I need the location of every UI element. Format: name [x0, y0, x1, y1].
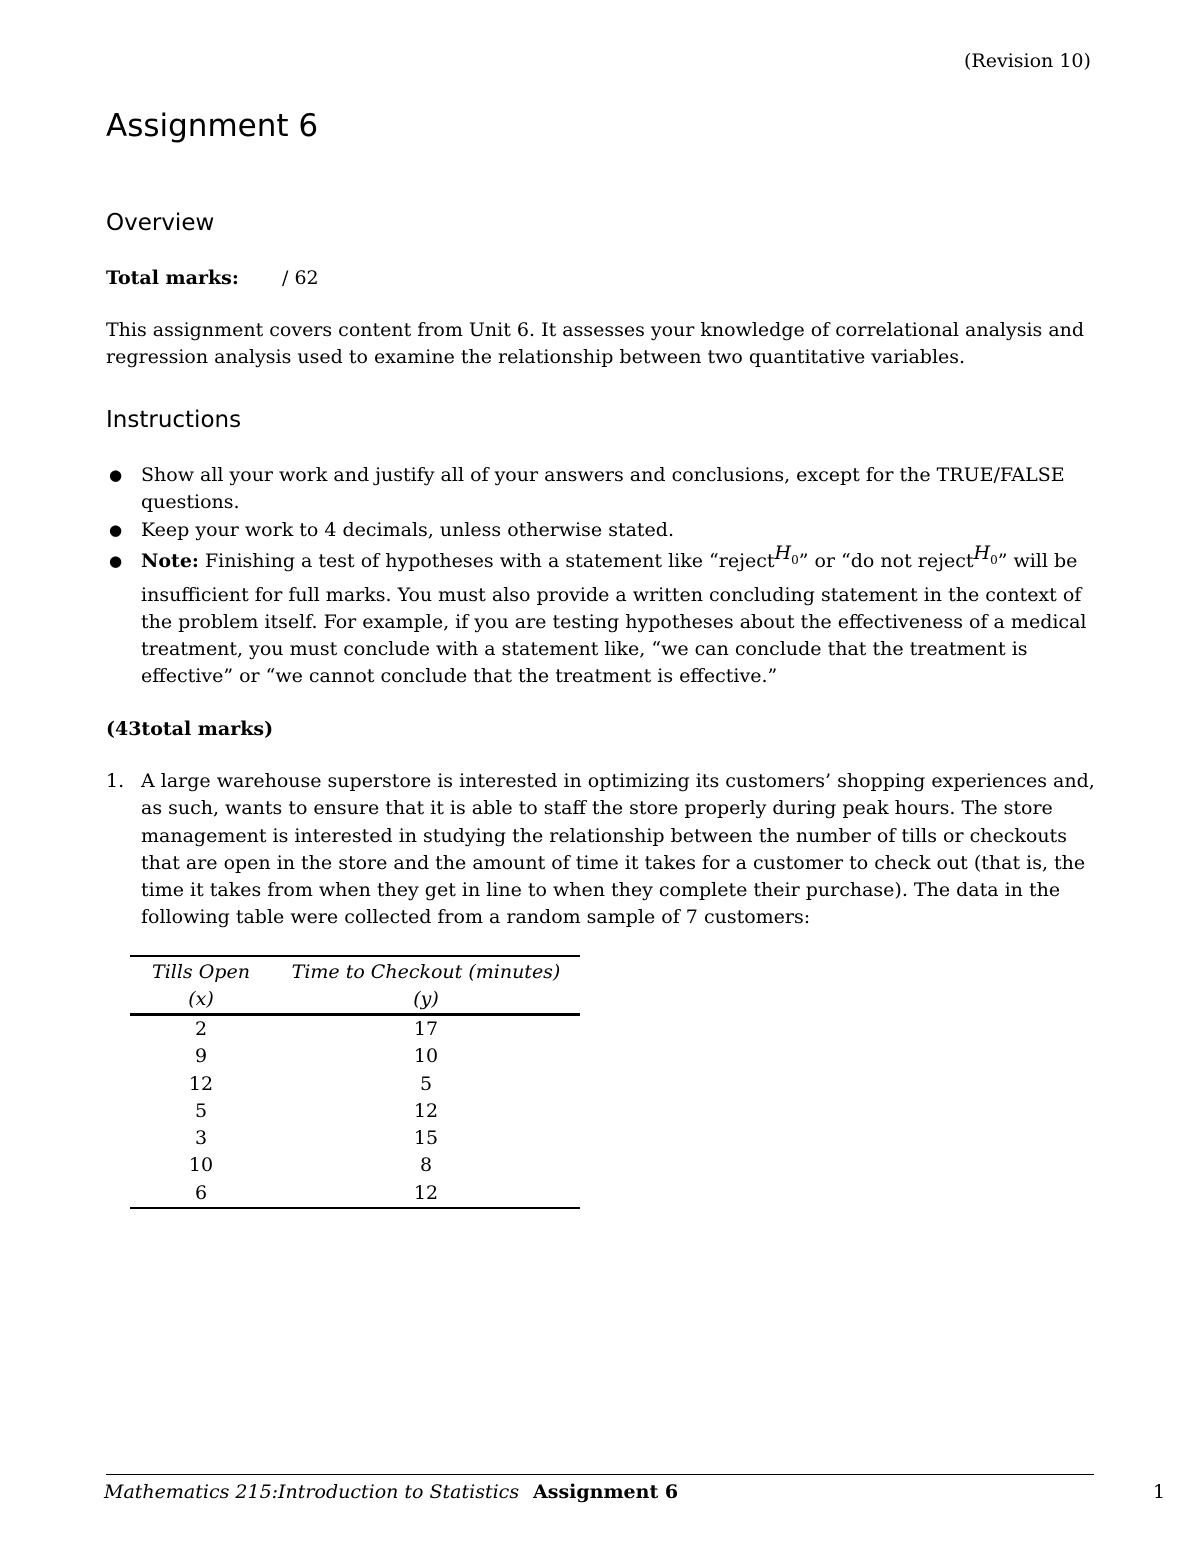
cell-tills: 5	[194, 1099, 208, 1122]
h0-symbol: $H_0$	[973, 542, 998, 567]
instruction-item	[106, 462, 1096, 516]
cell-time: 15	[413, 1127, 439, 1150]
total-marks	[106, 267, 319, 289]
document-title: Assignment 6	[106, 108, 319, 144]
cell-tills: 6	[130, 1180, 272, 1208]
total-marks-label: Total marks:	[106, 267, 239, 289]
bullet-icon: ●	[109, 552, 123, 570]
cell-tills: 10	[188, 1154, 214, 1177]
overview-heading: Overview	[106, 210, 215, 236]
instruction-item-note	[106, 542, 1096, 690]
question-text: A large warehouse superstore is interested in optimizing its customers’ shopping experiences and, as such, wants to ensure that it is able to staff the store properly during peak hours. The store management is interested in studying the relationship between the number of tills or checkouts that are open in the store and the amount of time it takes for a customer to check out (that is, the time it takes from when they get in line to when they complete their purchase). The data in the following table were collected from a random sample of 7 customers:	[141, 770, 1095, 929]
note-text-part-1: Finishing a test of hypotheses with a statement like “reject	[204, 550, 775, 572]
cell-time: 5	[419, 1072, 433, 1095]
table-row	[130, 1015, 580, 1044]
cell-time: 12	[413, 1099, 439, 1122]
revision-label: (Revision 10)	[964, 50, 1091, 72]
table-row	[130, 1043, 580, 1070]
h0-symbol: $H_0$	[774, 542, 799, 567]
total-marks-value: / 62	[282, 267, 319, 289]
cell-time: 17	[413, 1018, 439, 1040]
question-1	[106, 768, 1096, 932]
instruction-item	[106, 517, 1096, 544]
footer-assignment-title: Assignment 6	[533, 1481, 679, 1503]
cell-tills: 12	[188, 1072, 214, 1095]
page-number: 1	[1153, 1481, 1166, 1503]
data-table	[130, 955, 580, 1209]
section-marks: (43total marks)	[106, 718, 274, 740]
table-row	[130, 1180, 580, 1208]
bullet-icon: ●	[109, 466, 123, 484]
instructions-heading: Instructions	[106, 407, 242, 433]
footer-divider	[106, 1474, 1094, 1475]
bullet-icon: ●	[109, 521, 123, 539]
footer-course-title: Mathematics 215:Introduction to Statistics	[104, 1481, 520, 1503]
cell-time: 10	[413, 1045, 439, 1068]
table-row	[130, 1125, 580, 1152]
overview-description: This assignment covers content from Unit 6. It assesses your knowledge of correlational analysis and regression analysis used to examine the relationship between two quantitative variables.	[106, 319, 1085, 368]
table-row	[130, 1098, 580, 1125]
column-header-tills: Tills Open	[130, 956, 272, 986]
cell-tills: 2	[194, 1018, 208, 1040]
note-text-part-3: ” will be insufficient for full marks. You must also provide a written concluding statement in the context of the problem itself. For example, if you are testing hypotheses about the effectiveness of a medical treatment, you must conclude with a statement like, “we can conclude that the treatment is effective” or “we cannot conclude that the treatment is effective.”	[141, 550, 1087, 687]
instruction-text: Show all your work and justify all of your answers and conclusions, except for the TRUE/FALSE questions.	[141, 464, 1065, 513]
column-symbol-y: (y)	[272, 986, 580, 1015]
note-label: Note:	[141, 550, 199, 572]
cell-tills: 9	[194, 1045, 208, 1068]
table-row	[130, 1152, 580, 1179]
note-text-part-2: ” or “do not reject	[798, 550, 974, 572]
cell-tills: 3	[194, 1127, 208, 1150]
column-header-time: Time to Checkout (minutes)	[272, 956, 580, 986]
cell-time: 12	[272, 1180, 580, 1208]
instructions-list	[106, 462, 1096, 691]
instruction-text: Keep your work to 4 decimals, unless otherwise stated.	[141, 519, 675, 541]
table-row	[130, 1071, 580, 1098]
cell-time: 8	[419, 1154, 433, 1177]
question-number: 1.	[106, 770, 125, 792]
column-symbol-x: (x)	[130, 986, 272, 1015]
